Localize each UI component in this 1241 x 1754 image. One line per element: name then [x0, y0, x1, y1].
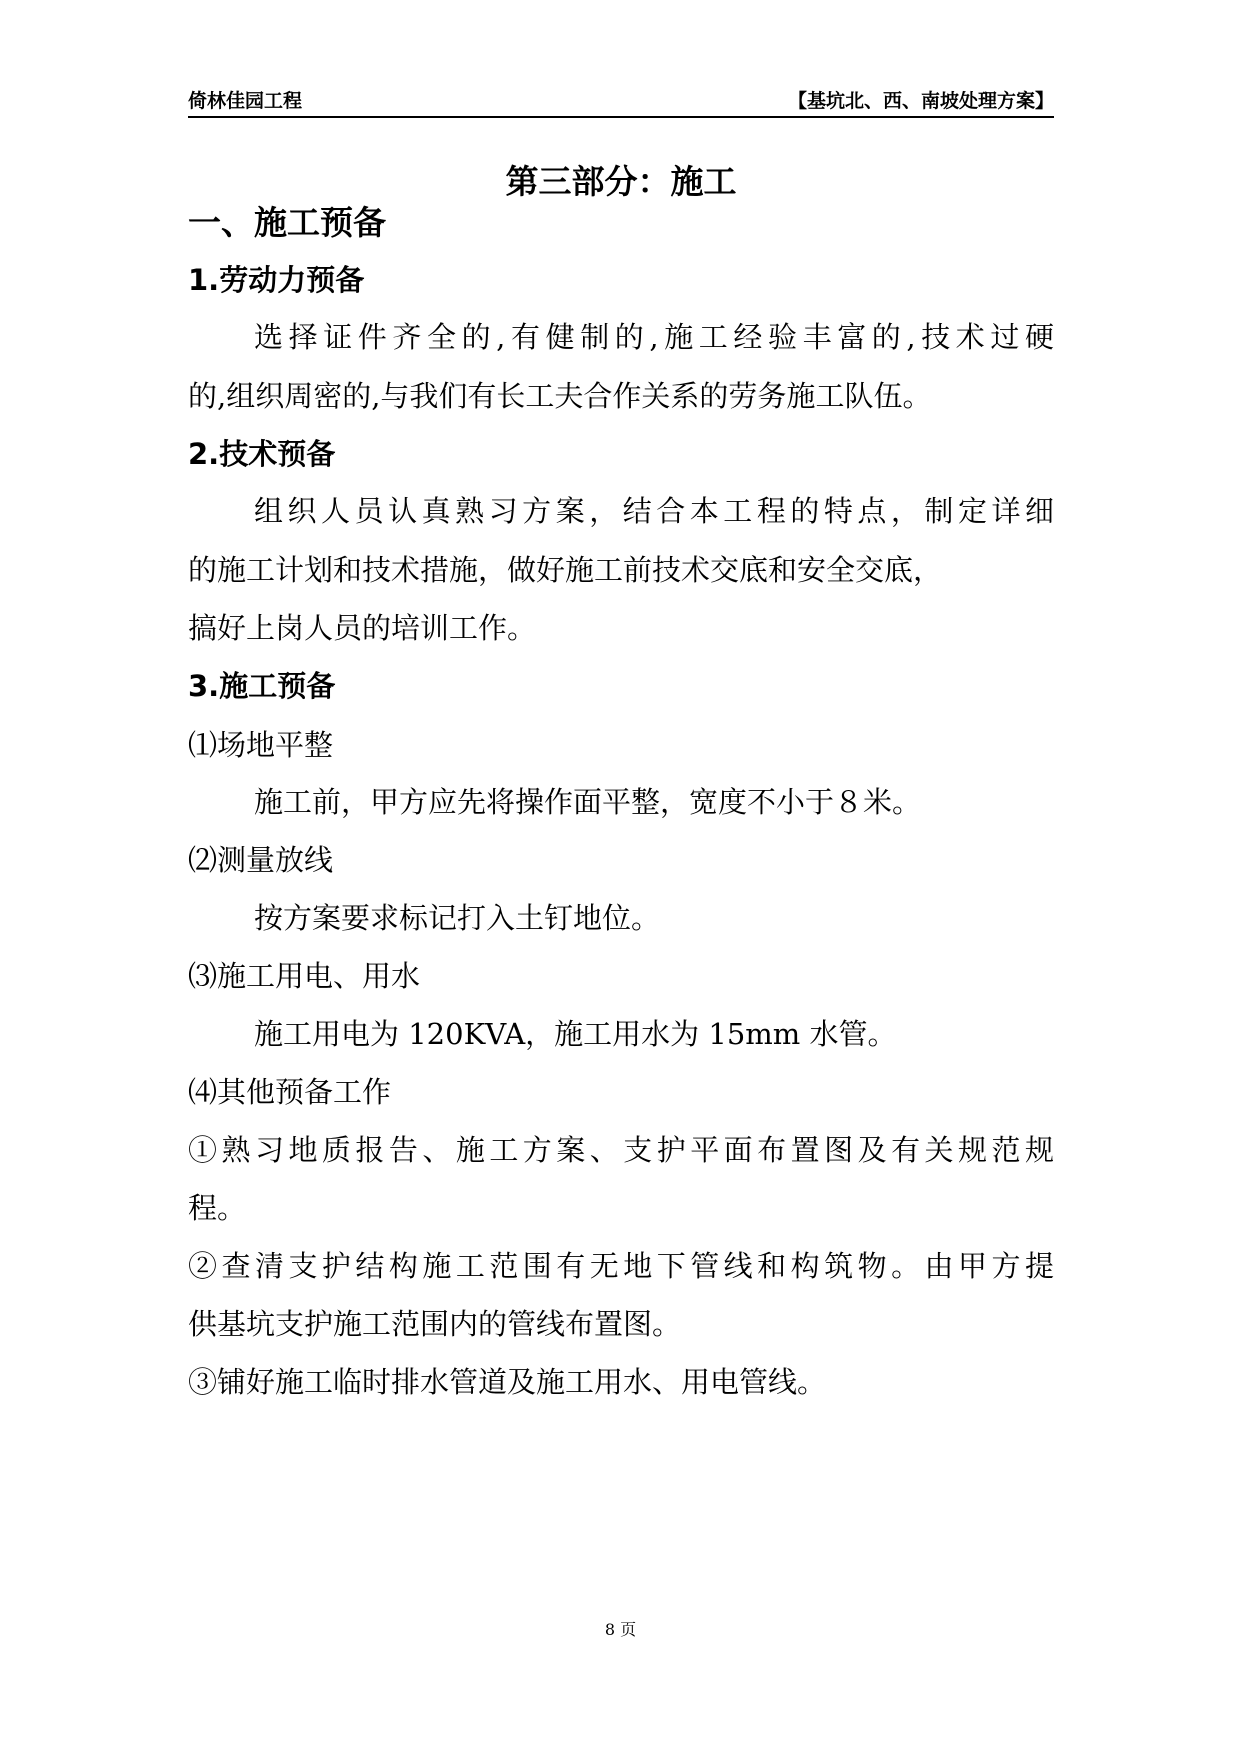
header-project-name: 倚林佳园工程	[188, 90, 303, 112]
list-item-label: ⑴场地平整	[188, 728, 334, 762]
numbered-item-line: ②查清支护结构施工范围有无地下管线和构筑物。由甲方提	[188, 1249, 1054, 1283]
paragraph-line: 的,组织周密的,与我们有长工夫合作关系的劳务施工队伍。	[188, 379, 932, 413]
page-header	[188, 84, 1054, 118]
list-item-label: ⑶施工用电、用水	[188, 959, 421, 993]
list-item-text: 按方案要求标记打入土钉地位。	[254, 901, 661, 935]
paragraph-line: 的施工计划和技术措施，做好施工前技术交底和安全交底，	[188, 553, 943, 587]
paragraph-line: 选择证件齐全的,有健制的,施工经验丰富的,技术过硬	[254, 320, 1054, 354]
numbered-item-line: ①熟习地质报告、施工方案、支护平面布置图及有关规范规	[188, 1133, 1054, 1167]
list-item-label: ⑷其他预备工作	[188, 1075, 392, 1109]
page-number: 8 页	[604, 1620, 637, 1639]
header-document-title: 【基坑北、西、南坡处理方案】	[787, 90, 1054, 112]
section-heading-preparation: 一、施工预备	[188, 203, 386, 242]
numbered-item-line: ③铺好施工临时排水管道及施工用水、用电管线。	[188, 1365, 827, 1399]
part-title: 第三部分：施工	[505, 162, 737, 201]
list-item-text: 施工前，甲方应先将操作面平整，宽度不小于８米。	[254, 785, 922, 819]
numbered-item-line: 程。	[188, 1191, 247, 1225]
paragraph-line: 搞好上岗人员的培训工作。	[188, 611, 537, 645]
numbered-item-line: 供基坑支护施工范围内的管线布置图。	[188, 1307, 682, 1341]
subheading-technical-preparation: 2.技术预备	[188, 437, 336, 471]
list-item-text: 施工用电为 120KVA，施工用水为 15mm 水管。	[254, 1017, 897, 1051]
subheading-labor-preparation: 1.劳动力预备	[188, 263, 365, 297]
list-item-label: ⑵测量放线	[188, 843, 334, 877]
paragraph-line: 组织人员认真熟习方案，结合本工程的特点，制定详细	[254, 494, 1054, 528]
subheading-construction-preparation: 3.施工预备	[188, 669, 336, 703]
